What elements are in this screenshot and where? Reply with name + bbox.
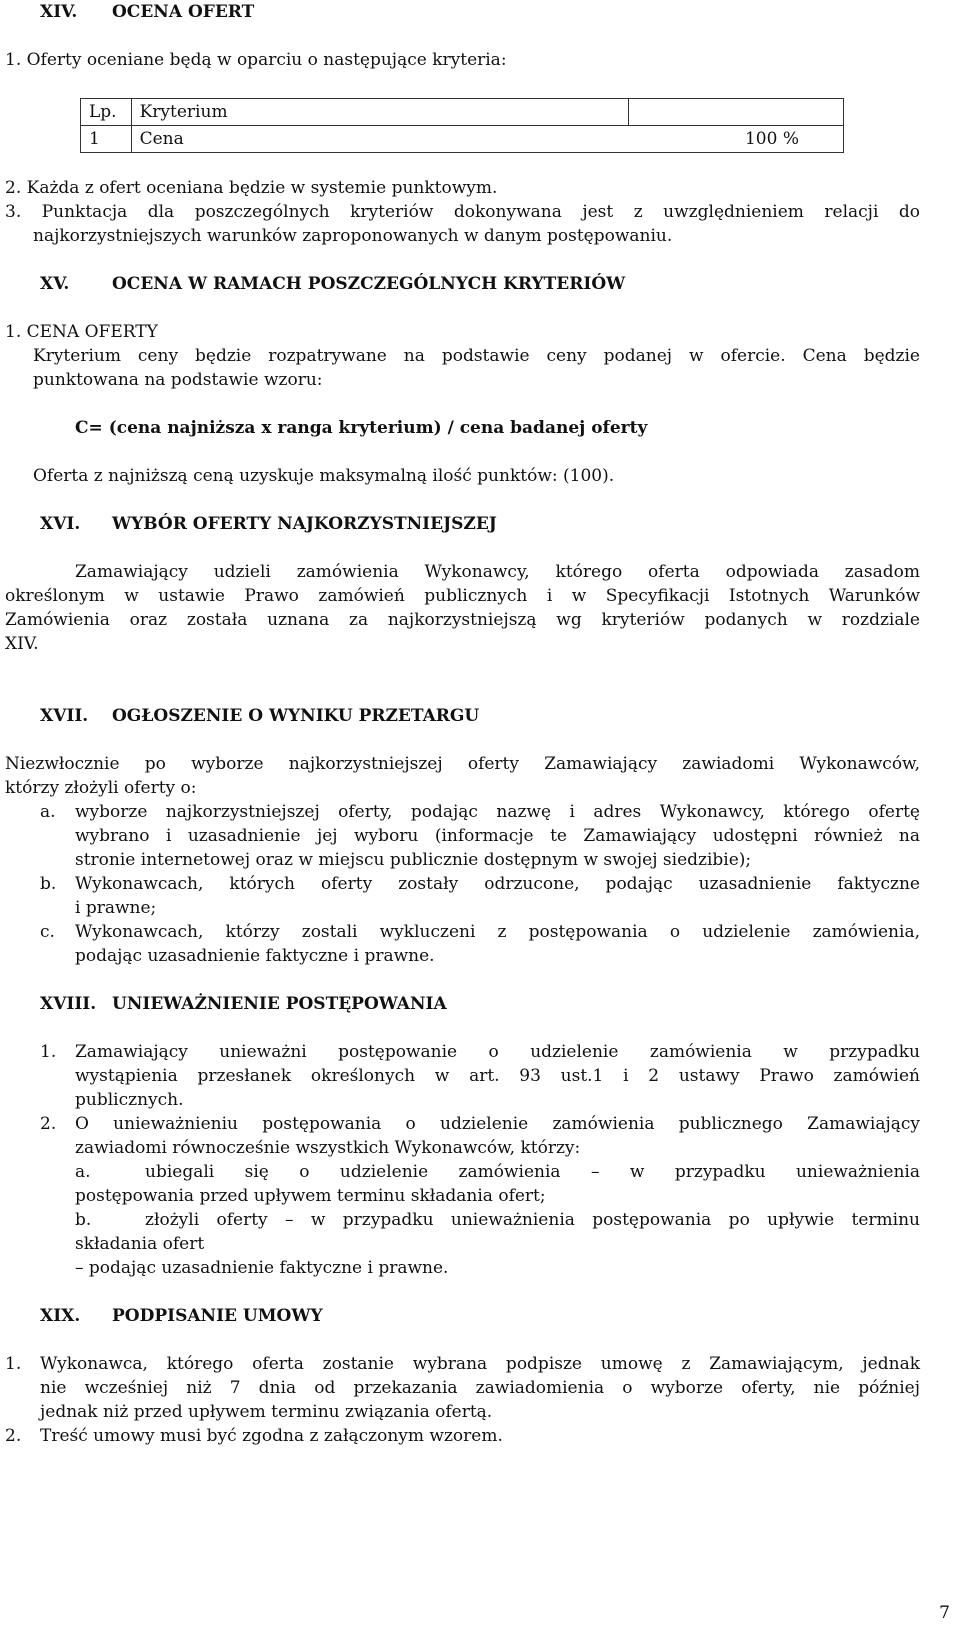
list-item: Zamawiający unieważni postępowanie o udzielenie zamówienia w przypadku [75, 1042, 920, 1062]
paragraph: 2. Każda z ofert oceniana będzie w systemie punktowym. [5, 178, 498, 198]
list-item: ubiegali się o udzielenie zamówienia – w przypadku unieważnienia [145, 1162, 920, 1182]
table-header-cell [629, 99, 844, 126]
paragraph: 1. Oferty oceniane będą w oparciu o następujące kryteria: [5, 50, 507, 70]
subheading: 1. CENA OFERTY [5, 322, 158, 342]
list-item: O unieważnieniu postępowania o udzielenie zamówienia publicznego Zamawiający [75, 1114, 920, 1134]
list-item: złożyli oferty – w przypadku unieważnienia postępowania po upływie terminu [145, 1210, 920, 1230]
list-marker: a. [75, 1162, 91, 1182]
table-header-cell: Kryterium [131, 99, 629, 126]
list-item: Wykonawcach, którzy zostali wykluczeni z postępowania o udzielenie zamówienia, [75, 922, 920, 942]
list-item: składania ofert [75, 1234, 205, 1254]
table-cell: 100 % [629, 126, 844, 153]
table-cell: 1 [81, 126, 132, 153]
list-item: – podając uzasadnienie faktyczne i prawne. [75, 1258, 449, 1278]
list-item: postępowania przed upływem terminu składania ofert; [75, 1186, 546, 1206]
list-item: wybrano i uzasadnienie jej wyboru (informacje te Zamawiający udostępni również na [75, 826, 920, 846]
list-marker: 1. [40, 1042, 57, 1062]
paragraph: Oferta z najniższą ceną uzyskuje maksymalną ilość punktów: (100). [33, 466, 615, 486]
paragraph: najkorzystniejszych warunków zaproponowanych w danym postępowaniu. [33, 226, 673, 246]
list-item: zawiadomi równocześnie wszystkich Wykonawców, którzy: [75, 1138, 581, 1158]
section-heading-xvi: XVI. WYBÓR OFERTY NAJKORZYSTNIEJSZEJ [40, 514, 497, 534]
paragraph: Zamówienia oraz została uznana za najkorzystniejszą wg kryteriów podanych w rozdziale [5, 610, 920, 630]
list-marker: 2. [40, 1114, 57, 1134]
list-item: Wykonawcach, których oferty zostały odrzucone, podając uzasadnienie faktyczne [75, 874, 920, 894]
section-heading-xv: XV. OCENA W RAMACH POSZCZEGÓLNYCH KRYTERIÓW [40, 274, 626, 294]
paragraph: Kryterium ceny będzie rozpatrywane na podstawie ceny podanej w ofercie. Cena będzie [33, 346, 920, 366]
section-heading-xviii: XVIII. UNIEWAŻNIENIE POSTĘPOWANIA [40, 994, 447, 1014]
section-heading-xvii: XVII. OGŁOSZENIE O WYNIKU PRZETARGU [40, 706, 480, 726]
list-item: Treść umowy musi być zgodna z załączonym wzorem. [40, 1426, 503, 1446]
criteria-table [80, 98, 844, 153]
list-item: publicznych. [75, 1090, 184, 1110]
list-marker: c. [40, 922, 55, 942]
section-heading-xiv: XIV. OCENA OFERT [40, 2, 255, 22]
list-item: wyborze najkorzystniejszej oferty, podając nazwę i adres Wykonawcy, którego ofertę [75, 802, 920, 822]
list-marker: a. [40, 802, 56, 822]
paragraph: 3. Punktacja dla poszczególnych kryteriów dokonywana jest z uwzględnieniem relacji do [5, 202, 920, 222]
table-header-cell: Lp. [81, 99, 132, 126]
formula: C= (cena najniższa x ranga kryterium) / cena badanej oferty [75, 418, 648, 438]
paragraph: Zamawiający udzieli zamówienia Wykonawcy, którego oferta odpowiada zasadom [75, 562, 920, 582]
list-item: Wykonawca, którego oferta zostanie wybrana podpisze umowę z Zamawiającym, jednak [40, 1354, 920, 1374]
list-item: stronie internetowej oraz w miejscu publicznie dostępnym w swojej siedzibie); [75, 850, 752, 870]
page-number: 7 [939, 1603, 950, 1623]
list-marker: 1. [5, 1354, 22, 1374]
paragraph: Niezwłocznie po wyborze najkorzystniejszej oferty Zamawiający zawiadomi Wykonawców, [5, 754, 920, 774]
list-item: podając uzasadnienie faktyczne i prawne. [75, 946, 435, 966]
section-heading-xix: XIX. PODPISANIE UMOWY [40, 1306, 323, 1326]
paragraph: XIV. [5, 634, 39, 654]
table-header-row [81, 99, 844, 126]
list-item: jednak niż przed upływem terminu związania ofertą. [40, 1402, 493, 1422]
paragraph: punktowana na podstawie wzoru: [33, 370, 323, 390]
list-item: wystąpienia przesłanek określonych w art. 93 ust.1 i 2 ustawy Prawo zamówień [75, 1066, 920, 1086]
paragraph: określonym w ustawie Prawo zamówień publicznych i w Specyfikacji Istotnych Warunków [5, 586, 920, 606]
list-marker: b. [75, 1210, 92, 1230]
list-item: nie wcześniej niż 7 dnia od przekazania zawiadomienia o wyborze oferty, nie później [40, 1378, 920, 1398]
table-cell: Cena [131, 126, 629, 153]
list-item: i prawne; [75, 898, 157, 918]
list-marker: 2. [5, 1426, 22, 1446]
list-marker: b. [40, 874, 57, 894]
paragraph: którzy złożyli oferty o: [5, 778, 197, 798]
table-row [81, 126, 844, 153]
